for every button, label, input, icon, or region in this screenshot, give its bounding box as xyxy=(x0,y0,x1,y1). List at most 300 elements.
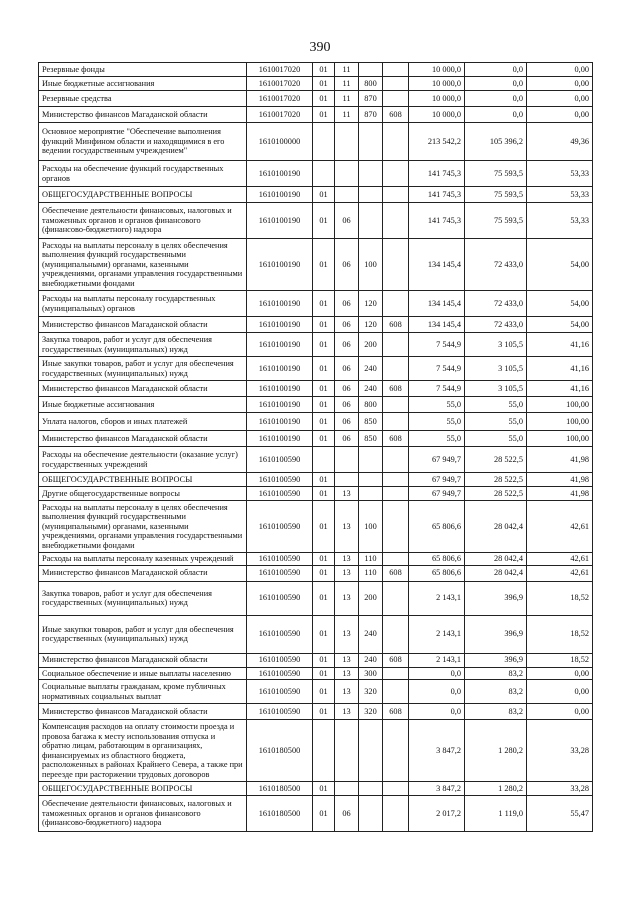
row-actual-amount: 1 119,0 xyxy=(465,796,527,832)
row-actual-amount: 1 280,2 xyxy=(465,782,527,796)
table-row xyxy=(39,615,593,653)
row-name: ОБЩЕГОСУДАРСТВЕННЫЕ ВОПРОСЫ xyxy=(39,782,247,796)
row-execution-percent: 41,16 xyxy=(527,333,593,357)
row-name: Обеспечение деятельности финансовых, налоговых и таможенных органов и органов финансового (финансово-бюджетного) надзора xyxy=(39,796,247,832)
row-code: 1610100590 xyxy=(247,447,313,473)
row-section: 01 xyxy=(313,565,335,581)
row-expense-type xyxy=(359,161,383,187)
row-expense-type: 850 xyxy=(359,413,383,431)
row-actual-amount: 28 522,5 xyxy=(465,487,527,501)
row-planned-amount: 0,0 xyxy=(409,704,465,720)
row-actual-amount: 55,0 xyxy=(465,397,527,413)
row-expense-type xyxy=(359,123,383,161)
row-code: 1610100190 xyxy=(247,413,313,431)
row-execution-percent: 18,52 xyxy=(527,581,593,615)
table-row xyxy=(39,239,593,291)
row-actual-amount: 3 105,5 xyxy=(465,333,527,357)
row-execution-percent: 0,00 xyxy=(527,63,593,77)
row-execution-percent: 18,52 xyxy=(527,653,593,667)
row-planned-amount: 7 544,9 xyxy=(409,333,465,357)
row-actual-amount: 3 105,5 xyxy=(465,381,527,397)
row-section xyxy=(313,720,335,782)
row-planned-amount: 65 806,6 xyxy=(409,501,465,553)
row-expense-type: 100 xyxy=(359,501,383,553)
row-execution-percent: 0,00 xyxy=(527,77,593,91)
row-subsection: 06 xyxy=(335,291,359,317)
row-expense-type: 100 xyxy=(359,239,383,291)
row-ministry-code: 608 xyxy=(383,565,409,581)
row-subsection: 11 xyxy=(335,91,359,107)
row-execution-percent: 41,98 xyxy=(527,473,593,487)
row-expense-type: 240 xyxy=(359,381,383,397)
row-execution-percent: 41,16 xyxy=(527,357,593,381)
table-row xyxy=(39,680,593,704)
row-section: 01 xyxy=(313,203,335,239)
row-planned-amount: 213 542,2 xyxy=(409,123,465,161)
row-subsection: 13 xyxy=(335,581,359,615)
table-row xyxy=(39,720,593,782)
row-planned-amount: 134 145,4 xyxy=(409,239,465,291)
row-planned-amount: 10 000,0 xyxy=(409,63,465,77)
row-actual-amount: 3 105,5 xyxy=(465,357,527,381)
row-expense-type: 320 xyxy=(359,704,383,720)
row-execution-percent: 53,33 xyxy=(527,161,593,187)
row-actual-amount: 1 280,2 xyxy=(465,720,527,782)
row-name: Расходы на обеспечение функций государственных органов xyxy=(39,161,247,187)
row-ministry-code xyxy=(383,203,409,239)
row-expense-type: 120 xyxy=(359,291,383,317)
row-actual-amount: 28 042,4 xyxy=(465,565,527,581)
row-name: Основное мероприятие "Обеспечение выполнения функций Минфином области и находящимися в его ведении государственным учреждением" xyxy=(39,123,247,161)
row-section: 01 xyxy=(313,653,335,667)
row-execution-percent: 0,00 xyxy=(527,667,593,680)
row-section xyxy=(313,123,335,161)
row-code: 1610100000 xyxy=(247,123,313,161)
row-section: 01 xyxy=(313,581,335,615)
row-actual-amount: 396,9 xyxy=(465,615,527,653)
row-actual-amount: 0,0 xyxy=(465,91,527,107)
row-planned-amount: 67 949,7 xyxy=(409,473,465,487)
row-name: Расходы на выплаты персоналу казенных учреждений xyxy=(39,553,247,566)
row-section: 01 xyxy=(313,397,335,413)
row-subsection: 11 xyxy=(335,63,359,77)
row-code: 1610100590 xyxy=(247,581,313,615)
row-subsection: 06 xyxy=(335,413,359,431)
row-code: 1610100590 xyxy=(247,473,313,487)
row-section: 01 xyxy=(313,239,335,291)
row-planned-amount: 3 847,2 xyxy=(409,782,465,796)
row-subsection: 13 xyxy=(335,501,359,553)
row-expense-type xyxy=(359,187,383,203)
row-code: 1610017020 xyxy=(247,91,313,107)
row-subsection xyxy=(335,187,359,203)
row-section: 01 xyxy=(313,501,335,553)
row-ministry-code xyxy=(383,553,409,566)
table-row xyxy=(39,487,593,501)
row-subsection: 13 xyxy=(335,565,359,581)
row-expense-type: 110 xyxy=(359,553,383,566)
row-name: Министерство финансов Магаданской области xyxy=(39,381,247,397)
row-code: 1610100190 xyxy=(247,333,313,357)
row-ministry-code xyxy=(383,397,409,413)
row-code: 1610100590 xyxy=(247,667,313,680)
row-ministry-code: 608 xyxy=(383,704,409,720)
row-expense-type: 240 xyxy=(359,357,383,381)
page-number: 390 xyxy=(309,40,331,55)
table-row xyxy=(39,381,593,397)
table-row xyxy=(39,333,593,357)
budget-table xyxy=(38,62,593,832)
row-section: 01 xyxy=(313,553,335,566)
row-name: Иные закупки товаров, работ и услуг для обеспечения государственных (муниципальных) нужд xyxy=(39,357,247,381)
row-section: 01 xyxy=(313,680,335,704)
row-section: 01 xyxy=(313,615,335,653)
row-section: 01 xyxy=(313,333,335,357)
row-ministry-code xyxy=(383,473,409,487)
table-row xyxy=(39,291,593,317)
table-row xyxy=(39,473,593,487)
table-row xyxy=(39,553,593,566)
row-expense-type xyxy=(359,782,383,796)
row-ministry-code xyxy=(383,581,409,615)
row-ministry-code: 608 xyxy=(383,107,409,123)
row-execution-percent: 55,47 xyxy=(527,796,593,832)
row-ministry-code xyxy=(383,291,409,317)
row-ministry-code xyxy=(383,123,409,161)
row-section: 01 xyxy=(313,473,335,487)
row-execution-percent: 33,28 xyxy=(527,720,593,782)
table-row xyxy=(39,357,593,381)
row-subsection xyxy=(335,447,359,473)
row-execution-percent: 100,00 xyxy=(527,431,593,447)
row-name: Другие общегосударственные вопросы xyxy=(39,487,247,501)
row-section: 01 xyxy=(313,431,335,447)
table-row xyxy=(39,796,593,832)
row-actual-amount: 28 522,5 xyxy=(465,447,527,473)
table-row xyxy=(39,565,593,581)
row-subsection: 13 xyxy=(335,553,359,566)
row-subsection xyxy=(335,161,359,187)
table-row xyxy=(39,581,593,615)
row-ministry-code xyxy=(383,161,409,187)
row-planned-amount: 67 949,7 xyxy=(409,487,465,501)
table-row xyxy=(39,501,593,553)
row-actual-amount: 0,0 xyxy=(465,63,527,77)
row-planned-amount: 65 806,6 xyxy=(409,565,465,581)
row-actual-amount: 105 396,2 xyxy=(465,123,527,161)
row-actual-amount: 55,0 xyxy=(465,413,527,431)
row-ministry-code xyxy=(383,357,409,381)
row-ministry-code xyxy=(383,796,409,832)
row-code: 1610017020 xyxy=(247,63,313,77)
table-row xyxy=(39,413,593,431)
row-name: ОБЩЕГОСУДАРСТВЕННЫЕ ВОПРОСЫ xyxy=(39,187,247,203)
row-ministry-code xyxy=(383,667,409,680)
row-ministry-code: 608 xyxy=(383,653,409,667)
row-subsection: 06 xyxy=(335,317,359,333)
row-actual-amount: 55,0 xyxy=(465,431,527,447)
row-code: 1610100590 xyxy=(247,615,313,653)
row-execution-percent: 41,98 xyxy=(527,487,593,501)
row-expense-type: 300 xyxy=(359,667,383,680)
row-section: 01 xyxy=(313,704,335,720)
row-ministry-code xyxy=(383,77,409,91)
row-expense-type xyxy=(359,487,383,501)
row-name: ОБЩЕГОСУДАРСТВЕННЫЕ ВОПРОСЫ xyxy=(39,473,247,487)
row-expense-type: 200 xyxy=(359,581,383,615)
row-ministry-code xyxy=(383,187,409,203)
row-planned-amount: 0,0 xyxy=(409,680,465,704)
row-code: 1610100190 xyxy=(247,291,313,317)
row-subsection: 11 xyxy=(335,107,359,123)
row-ministry-code: 608 xyxy=(383,317,409,333)
table-row xyxy=(39,447,593,473)
row-section: 01 xyxy=(313,91,335,107)
row-execution-percent: 54,00 xyxy=(527,291,593,317)
row-name: Закупка товаров, работ и услуг для обеспечения государственных (муниципальных) нужд xyxy=(39,333,247,357)
row-planned-amount: 3 847,2 xyxy=(409,720,465,782)
row-actual-amount: 396,9 xyxy=(465,653,527,667)
row-subsection: 06 xyxy=(335,431,359,447)
row-expense-type: 870 xyxy=(359,91,383,107)
row-actual-amount: 0,0 xyxy=(465,77,527,91)
table-row xyxy=(39,317,593,333)
row-subsection: 06 xyxy=(335,333,359,357)
row-name: Министерство финансов Магаданской области xyxy=(39,704,247,720)
row-ministry-code: 608 xyxy=(383,431,409,447)
row-code: 1610100190 xyxy=(247,381,313,397)
row-code: 1610100590 xyxy=(247,501,313,553)
row-subsection: 06 xyxy=(335,796,359,832)
row-expense-type: 800 xyxy=(359,397,383,413)
row-name: Расходы на выплаты персоналу государственных (муниципальных) органов xyxy=(39,291,247,317)
row-execution-percent: 100,00 xyxy=(527,397,593,413)
row-name: Министерство финансов Магаданской области xyxy=(39,431,247,447)
row-expense-type: 240 xyxy=(359,615,383,653)
row-execution-percent: 54,00 xyxy=(527,239,593,291)
row-section: 01 xyxy=(313,187,335,203)
row-code: 1610017020 xyxy=(247,107,313,123)
row-actual-amount: 72 433,0 xyxy=(465,317,527,333)
row-planned-amount: 134 145,4 xyxy=(409,317,465,333)
table-row xyxy=(39,63,593,77)
row-execution-percent: 53,33 xyxy=(527,203,593,239)
row-expense-type xyxy=(359,720,383,782)
row-name: Расходы на выплаты персоналу в целях обеспечения выполнения функций государственными (муниципальными) органами, казенными учреждениями, органами управления государственными внебюджетными фондами xyxy=(39,239,247,291)
table-row xyxy=(39,203,593,239)
row-name: Иные бюджетные ассигнования xyxy=(39,397,247,413)
row-section: 01 xyxy=(313,381,335,397)
table-row xyxy=(39,667,593,680)
row-section: 01 xyxy=(313,782,335,796)
row-subsection: 06 xyxy=(335,203,359,239)
row-execution-percent: 0,00 xyxy=(527,704,593,720)
table-row xyxy=(39,653,593,667)
row-actual-amount: 396,9 xyxy=(465,581,527,615)
row-ministry-code xyxy=(383,413,409,431)
row-subsection: 13 xyxy=(335,704,359,720)
row-planned-amount: 141 745,3 xyxy=(409,187,465,203)
row-code: 1610100590 xyxy=(247,653,313,667)
row-ministry-code xyxy=(383,91,409,107)
row-planned-amount: 55,0 xyxy=(409,431,465,447)
row-section: 01 xyxy=(313,317,335,333)
table-row xyxy=(39,161,593,187)
row-subsection: 13 xyxy=(335,487,359,501)
row-actual-amount: 83,2 xyxy=(465,667,527,680)
row-code: 1610180500 xyxy=(247,796,313,832)
row-code: 1610100190 xyxy=(247,161,313,187)
row-execution-percent: 41,98 xyxy=(527,447,593,473)
row-expense-type: 240 xyxy=(359,653,383,667)
row-code: 1610180500 xyxy=(247,782,313,796)
row-ministry-code xyxy=(383,501,409,553)
row-subsection xyxy=(335,473,359,487)
row-actual-amount: 83,2 xyxy=(465,680,527,704)
row-execution-percent: 33,28 xyxy=(527,782,593,796)
row-expense-type xyxy=(359,203,383,239)
row-code: 1610180500 xyxy=(247,720,313,782)
row-expense-type: 120 xyxy=(359,317,383,333)
row-execution-percent: 0,00 xyxy=(527,680,593,704)
row-planned-amount: 67 949,7 xyxy=(409,447,465,473)
row-code: 1610100190 xyxy=(247,357,313,381)
row-name: Социальное обеспечение и иные выплаты населению xyxy=(39,667,247,680)
row-expense-type: 800 xyxy=(359,77,383,91)
row-planned-amount: 7 544,9 xyxy=(409,357,465,381)
row-section: 01 xyxy=(313,796,335,832)
row-code: 1610100190 xyxy=(247,431,313,447)
row-actual-amount: 75 593,5 xyxy=(465,161,527,187)
table-row xyxy=(39,187,593,203)
row-execution-percent: 18,52 xyxy=(527,615,593,653)
row-subsection xyxy=(335,123,359,161)
row-section xyxy=(313,161,335,187)
row-code: 1610100590 xyxy=(247,553,313,566)
row-expense-type xyxy=(359,447,383,473)
table-row xyxy=(39,782,593,796)
row-actual-amount: 72 433,0 xyxy=(465,291,527,317)
row-execution-percent: 42,61 xyxy=(527,565,593,581)
row-section: 01 xyxy=(313,107,335,123)
row-subsection: 06 xyxy=(335,357,359,381)
row-actual-amount: 72 433,0 xyxy=(465,239,527,291)
table-row xyxy=(39,77,593,91)
row-name: Компенсация расходов на оплату стоимости проезда и провоза багажа к месту использования отпуска и обратно лицам, работающим в организациях, финансируемых из областного бюджета, расположенных в районах Крайнего Севера, а также при переезде при расторжении трудовых договоров xyxy=(39,720,247,782)
row-name: Расходы на обеспечение деятельности (оказание услуг) государственных учреждений xyxy=(39,447,247,473)
row-planned-amount: 10 000,0 xyxy=(409,107,465,123)
row-actual-amount: 83,2 xyxy=(465,704,527,720)
row-execution-percent: 42,61 xyxy=(527,501,593,553)
row-ministry-code xyxy=(383,447,409,473)
row-section: 01 xyxy=(313,291,335,317)
row-subsection: 13 xyxy=(335,653,359,667)
row-execution-percent: 42,61 xyxy=(527,553,593,566)
row-planned-amount: 0,0 xyxy=(409,667,465,680)
row-ministry-code xyxy=(383,615,409,653)
row-section: 01 xyxy=(313,667,335,680)
row-code: 1610100190 xyxy=(247,317,313,333)
row-ministry-code: 608 xyxy=(383,381,409,397)
row-section: 01 xyxy=(313,487,335,501)
budget-table-body xyxy=(39,63,593,832)
row-planned-amount: 65 806,6 xyxy=(409,553,465,566)
row-subsection: 06 xyxy=(335,381,359,397)
row-code: 1610100590 xyxy=(247,680,313,704)
row-planned-amount: 134 145,4 xyxy=(409,291,465,317)
row-name: Резервные фонды xyxy=(39,63,247,77)
row-ministry-code xyxy=(383,720,409,782)
row-subsection: 13 xyxy=(335,667,359,680)
row-execution-percent: 54,00 xyxy=(527,317,593,333)
table-row xyxy=(39,704,593,720)
row-name: Расходы на выплаты персоналу в целях обеспечения выполнения функций государственными (муниципальными) органами, казенными учреждениями, органами управления государственными внебюджетными фондами xyxy=(39,501,247,553)
row-expense-type xyxy=(359,63,383,77)
row-expense-type xyxy=(359,473,383,487)
row-actual-amount: 28 522,5 xyxy=(465,473,527,487)
table-row xyxy=(39,107,593,123)
row-section xyxy=(313,447,335,473)
row-name: Министерство финансов Магаданской области xyxy=(39,317,247,333)
table-row xyxy=(39,91,593,107)
row-planned-amount: 2 143,1 xyxy=(409,615,465,653)
row-ministry-code xyxy=(383,680,409,704)
row-name: Иные бюджетные ассигнования xyxy=(39,77,247,91)
row-code: 1610100190 xyxy=(247,187,313,203)
row-ministry-code xyxy=(383,487,409,501)
row-subsection: 13 xyxy=(335,615,359,653)
row-name: Резервные средства xyxy=(39,91,247,107)
row-name: Закупка товаров, работ и услуг для обеспечения государственных (муниципальных) нужд xyxy=(39,581,247,615)
row-execution-percent: 0,00 xyxy=(527,91,593,107)
row-actual-amount: 28 042,4 xyxy=(465,501,527,553)
row-execution-percent: 53,33 xyxy=(527,187,593,203)
row-ministry-code xyxy=(383,63,409,77)
row-section: 01 xyxy=(313,413,335,431)
row-code: 1610100190 xyxy=(247,203,313,239)
row-section: 01 xyxy=(313,63,335,77)
row-planned-amount: 2 143,1 xyxy=(409,581,465,615)
row-section: 01 xyxy=(313,357,335,381)
row-subsection: 06 xyxy=(335,397,359,413)
row-name: Министерство финансов Магаданской области xyxy=(39,107,247,123)
row-code: 1610100590 xyxy=(247,704,313,720)
row-planned-amount: 7 544,9 xyxy=(409,381,465,397)
row-name: Социальные выплаты гражданам, кроме публичных нормативных социальных выплат xyxy=(39,680,247,704)
row-name: Обеспечение деятельности финансовых, налоговых и таможенных органов и органов финансового (финансово-бюджетного) надзора xyxy=(39,203,247,239)
row-subsection xyxy=(335,782,359,796)
row-subsection: 06 xyxy=(335,239,359,291)
row-execution-percent: 41,16 xyxy=(527,381,593,397)
row-code: 1610100190 xyxy=(247,397,313,413)
table-row xyxy=(39,431,593,447)
row-planned-amount: 10 000,0 xyxy=(409,77,465,91)
row-planned-amount: 2 143,1 xyxy=(409,653,465,667)
row-subsection: 13 xyxy=(335,680,359,704)
row-actual-amount: 0,0 xyxy=(465,107,527,123)
row-planned-amount: 2 017,2 xyxy=(409,796,465,832)
row-ministry-code xyxy=(383,333,409,357)
row-expense-type: 110 xyxy=(359,565,383,581)
row-code: 1610100590 xyxy=(247,565,313,581)
row-actual-amount: 75 593,5 xyxy=(465,203,527,239)
row-name: Иные закупки товаров, работ и услуг для обеспечения государственных (муниципальных) нужд xyxy=(39,615,247,653)
row-expense-type: 870 xyxy=(359,107,383,123)
row-name: Уплата налогов, сборов и иных платежей xyxy=(39,413,247,431)
row-expense-type: 200 xyxy=(359,333,383,357)
table-row xyxy=(39,397,593,413)
row-ministry-code xyxy=(383,239,409,291)
